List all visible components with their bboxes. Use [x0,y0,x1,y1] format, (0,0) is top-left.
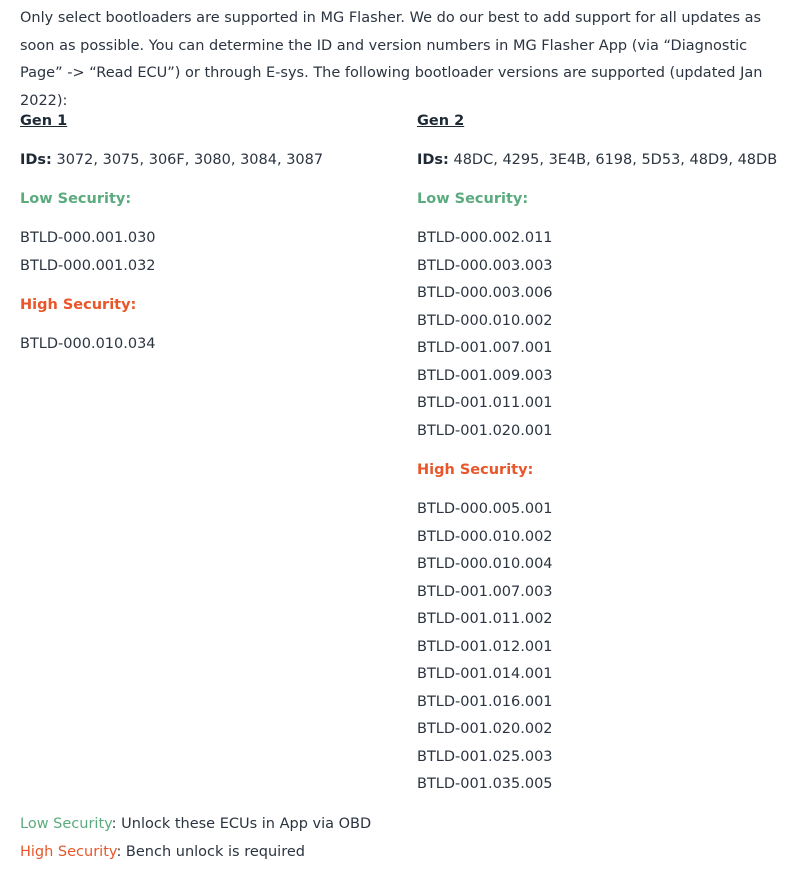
legend-low-desc: : Unlock these ECUs in App via OBD [111,816,372,832]
gen1-high-list [20,331,400,359]
gen2-low-security-heading: Low Security: [417,191,529,207]
bootloader-version: BTLD-000.010.002 [417,528,553,545]
legend [20,811,371,866]
legend-high-desc: : Bench unlock is required [116,843,305,860]
bootloader-version: BTLD-000.002.011 [417,230,553,246]
bootloader-version: BTLD-000.001.030 [20,230,156,246]
bootloader-version: BTLD-001.020.001 [417,422,553,439]
bootloader-version: BTLD-000.003.003 [417,257,553,274]
intro-paragraph: Only select bootloaders are supported in MG Flasher. We do our best to add support for all updates as soon as possible. You can determine the ID and version numbers in MG Flasher App (via “Diagnostic Page” -> “Read ECU”) or through E-sys. The following bootloader versions are supported (updated Jan 2022): [20,10,763,109]
bootloader-version: BTLD-001.025.003 [417,748,553,765]
bootloader-version: BTLD-000.010.002 [417,312,553,329]
bootloader-version: BTLD-001.035.005 [417,776,553,792]
bootloader-version: BTLD-001.009.003 [417,367,553,384]
legend-high [20,839,371,867]
gen1-ids-label: IDs: [20,152,52,168]
bootloader-version: BTLD-001.012.001 [417,638,553,655]
bootloader-version: BTLD-000.005.001 [417,501,553,517]
bootloader-version: BTLD-001.007.001 [417,340,553,356]
bootloader-version: BTLD-001.007.003 [417,583,553,600]
gen2-title: Gen 2 [417,113,465,129]
gen1-ids [20,147,400,174]
gen2-high-list [417,496,797,799]
gen1-low-list [20,225,400,280]
bootloader-version: BTLD-000.010.004 [417,556,553,572]
legend-low [20,811,371,839]
legend-low-term: Low Security [20,816,112,832]
bootloader-version: BTLD-001.011.001 [417,395,553,411]
bootloader-version: BTLD-000.001.032 [20,257,156,274]
gen2-low-list [417,225,797,445]
bootloader-version: BTLD-001.016.001 [417,693,553,710]
gen1-low-security-heading: Low Security: [20,191,132,207]
bootloader-version: BTLD-000.010.034 [20,336,156,352]
gen1-title: Gen 1 [20,113,68,129]
gen1-ids-value: 3072, 3075, 306F, 3080, 3084, 3087 [51,152,324,168]
gen2-ids-value: 48DC, 4295, 3E4B, 6198, 5D53, 48D9, 48DB [448,152,778,168]
bootloader-version: BTLD-000.003.006 [417,285,553,301]
gen2-ids [417,147,797,174]
gen2-column [417,108,797,799]
bootloader-version: BTLD-001.014.001 [417,666,553,682]
gen1-high-security-heading: High Security: [20,297,137,313]
bootloader-version: BTLD-001.011.002 [417,611,553,627]
legend-high-term: High Security [20,843,117,860]
gen2-high-security-heading: High Security: [417,462,534,478]
gen2-ids-label: IDs: [417,152,449,168]
gen1-column [20,108,400,359]
bootloader-version: BTLD-001.020.002 [417,721,553,737]
